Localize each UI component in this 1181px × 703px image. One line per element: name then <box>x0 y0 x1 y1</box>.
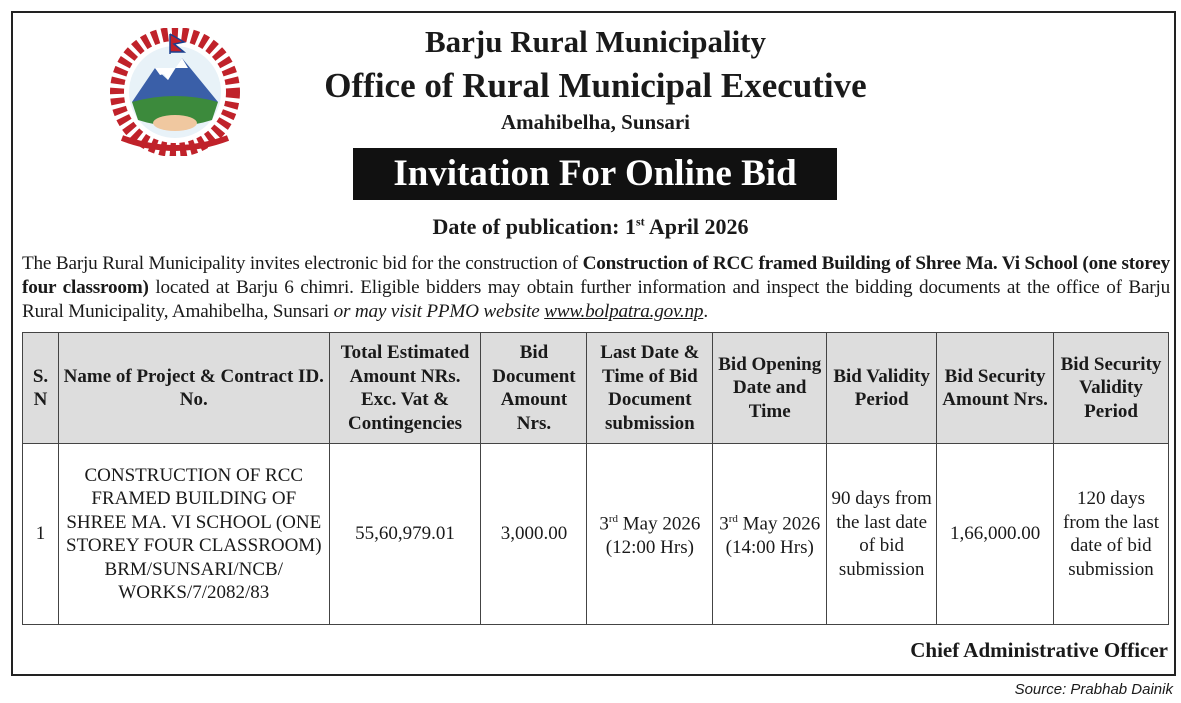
para-text-1: The Barju Rural Municipality invites electronic bid for the construction of <box>22 253 583 274</box>
office-name: Office of Rural Municipal Executive <box>324 66 867 105</box>
last-date-sup: rd <box>608 513 619 526</box>
publication-date <box>0 214 1181 240</box>
cell-estimate: 55,60,979.01 <box>329 444 481 625</box>
para-text-2: located at Barju 6 chimri. Eligible bidders may obtain further information and inspect the bidding documents at the office of Barju Rural Municipality, Amahibelha, Sunsari <box>22 277 1170 322</box>
last-date-time: (12:00 Hrs) <box>605 537 694 559</box>
opening-time: (14:00 Hrs) <box>725 537 814 559</box>
publication-month: April 2026 <box>644 214 749 239</box>
opening-month: May 2026 <box>737 513 821 535</box>
table-row <box>23 444 1169 625</box>
signatory: Chief Administrative Officer <box>910 638 1168 662</box>
cell-opening <box>713 444 827 625</box>
header-doc-amount: Bid Document Amount Nrs. <box>481 333 587 444</box>
header-security-validity: Bid Security Validity Period <box>1054 333 1169 444</box>
cell-project: CONSTRUCTION OF RCC FRAMED BUILDING OF SHREE MA. VI SCHOOL (ONE STOREY FOUR CLASSROOM) BRM/SUNSARI/NCB/ WORKS/7/2082/83 <box>58 444 329 625</box>
para-project-name: Construction of RCC framed Building of Shree Ma. Vi School (one storey four classroom) <box>22 253 1170 298</box>
last-date-day: 3 <box>599 513 609 535</box>
notice-paragraph <box>22 252 1170 324</box>
header-project: Name of Project & Contract ID. No. <box>58 333 329 444</box>
website-link[interactable]: www.bolpatra.gov.np <box>544 301 704 322</box>
header-opening: Bid Opening Date and Time <box>713 333 827 444</box>
para-end: . <box>703 301 708 322</box>
opening-sup: rd <box>728 513 738 526</box>
source-credit: Source: Prabhab Dainik <box>1014 681 1173 698</box>
cell-sn: 1 <box>23 444 59 625</box>
header-last-date: Last Date & Time of Bid Document submission <box>587 333 713 444</box>
publication-sup: st <box>635 214 645 229</box>
bid-table <box>22 332 1169 625</box>
cell-security-validity: 120 days from the last date of bid submission <box>1054 444 1169 625</box>
office-location: Amahibelha, Sunsari <box>500 110 691 134</box>
para-website-intro: or may visit PPMO website <box>333 301 545 322</box>
header-sn: S. N <box>23 333 59 444</box>
table-header-row <box>23 333 1169 444</box>
cell-validity: 90 days from the last date of bid submission <box>827 444 937 625</box>
cell-security: 1,66,000.00 <box>937 444 1054 625</box>
last-date-month: May 2026 <box>618 513 701 535</box>
header-security: Bid Security Amount Nrs. <box>937 333 1054 444</box>
header-estimate: Total Estimated Amount NRs. Exc. Vat & Contingencies <box>329 333 481 444</box>
cell-doc-amount: 3,000.00 <box>481 444 587 625</box>
header-validity: Bid Validity Period <box>827 333 937 444</box>
cell-last-date <box>587 444 713 625</box>
opening-day: 3 <box>719 513 729 535</box>
municipality-name: Barju Rural Municipality <box>424 24 766 59</box>
notice-title-banner: Invitation For Online Bid <box>353 148 837 200</box>
publication-label: Date of publication: 1 <box>432 214 636 239</box>
